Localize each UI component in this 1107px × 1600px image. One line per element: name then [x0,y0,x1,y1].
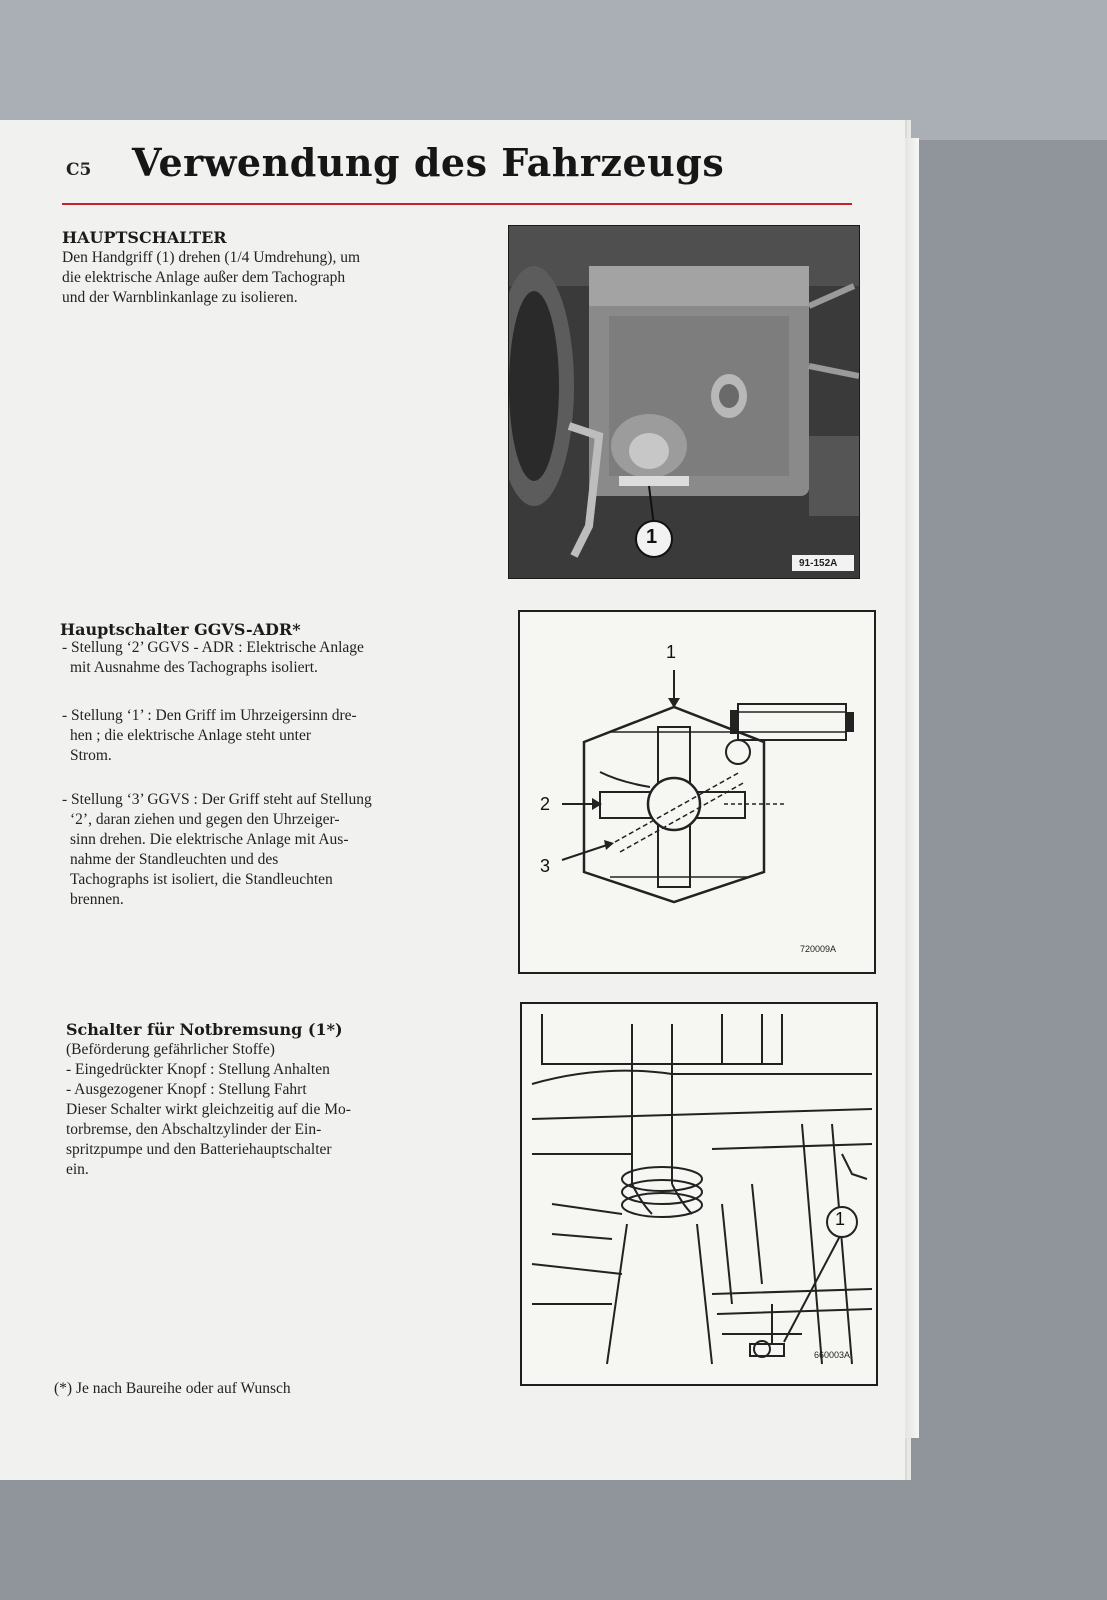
section-1-line: und der Warnblinkanlage zu isolieren. [62,289,298,306]
figure-code: 91-152A [799,558,838,569]
photo-battery-switch [508,225,860,579]
section-2-line: - Stellung ‘1’ : Den Griff im Uhrzeigersinn dre- [62,707,357,724]
figure-code: 720009A [800,944,837,954]
title-rule [62,203,852,205]
diagram-ggvs-switch [518,610,876,974]
section-3-line: - Eingedrückter Knopf : Stellung Anhalten [66,1061,330,1078]
section-2-line: Tachographs ist isoliert, die Standleuchten [70,871,333,888]
background-top [0,0,1107,140]
section-3-line: (Beförderung gefährlicher Stoffe) [66,1041,275,1058]
heading-ggvs-adr: Hauptschalter GGVS-ADR* [60,620,301,639]
callout-1: 1 [646,526,658,548]
figure-code: 660003A [814,1350,851,1360]
diagram-emergency-brake-switch [520,1002,878,1386]
callout-1: 1 [835,1209,846,1229]
callout-2: 2 [540,794,551,814]
footnote: (*) Je nach Baureihe oder auf Wunsch [54,1380,291,1397]
callout-3: 3 [540,856,551,876]
section-2-line: hen ; die elektrische Anlage steht unter [70,727,312,744]
section-1-line: die elektrische Anlage außer dem Tachograph [62,269,346,286]
section-code: C5 [66,160,92,180]
section-3-line: - Ausgezogener Knopf : Stellung Fahrt [66,1081,307,1098]
heading-notbremsung: Schalter für Notbremsung (1*) [66,1020,343,1039]
page-title: Verwendung des Fahrzeugs [132,140,725,185]
section-2-line: Strom. [70,747,112,764]
section-2-line: brennen. [70,891,124,908]
callout-1: 1 [666,642,677,662]
section-3-line: spritzpumpe und den Batteriehauptschalter [66,1141,332,1158]
section-3-line: ein. [66,1161,89,1178]
heading-hauptschalter: HAUPTSCHALTER [62,228,227,247]
section-2-line: sinn drehen. Die elektrische Anlage mit Aus- [70,831,349,848]
section-3-line: Dieser Schalter wirkt gleichzeitig auf die Mo- [66,1101,351,1118]
section-2-line: ‘2’, daran ziehen und gegen den Uhrzeiger- [70,811,340,828]
section-2-line: mit Ausnahme des Tachographs isoliert. [70,659,318,676]
section-2-line: nahme der Standleuchten und des [70,851,279,868]
section-3-line: torbremse, den Abschaltzylinder der Ein- [66,1121,322,1138]
section-2-line: - Stellung ‘3’ GGVS : Der Griff steht auf Stellung [62,791,372,808]
page-stack-edge [905,138,919,1438]
section-2-line: - Stellung ‘2’ GGVS - ADR : Elektrische Anlage [62,639,364,656]
section-1-line: Den Handgriff (1) drehen (1/4 Umdrehung), um [62,249,361,266]
